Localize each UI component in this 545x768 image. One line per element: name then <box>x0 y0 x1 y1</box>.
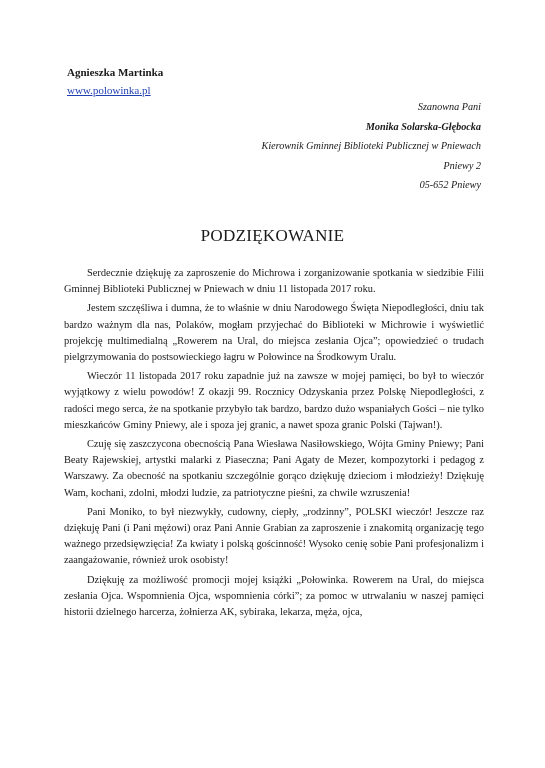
paragraph: Jestem szczęśliwa i dumna, że to właśnie w dniu Narodowego Święta Niepodległości, dniu tak bardzo ważnym dla nas, Polaków, mogłam przyjechać do Biblioteki w Michrowie i wyświetlić projekcję multimedialną „Rowerem na Ural, do miejsca zesłania Ojca”; opowiedzieć o trudach pielgrzymowania do postsowieckiego łagru w Połowince na Środkowym Uralu. <box>64 303 484 364</box>
paragraph: Pani Moniko, to był niezwykły, cudowny, ciepły, „rodzinny”, POLSKI wieczór! Jeszcze raz dziękuję Pani (i Pani mężowi) oraz Pani Annie Grabian za zaproszenie i znakomitą organizację tego ważnego przedsięwzięcia! Za kwiaty i polską gościnność! Wysoko cenię sobie Pani profesjonalizm i zaangażowanie, również urok osobisty! <box>64 506 484 567</box>
sender-name: Agnieszka Martinka <box>67 67 164 79</box>
letter-body <box>64 266 484 624</box>
paragraph: Serdecznie dziękuję za zaproszenie do Michrowa i zorganizowanie spotkania w siedzibie Filii Gminnej Biblioteki Publicznej w Pniewach w dniu 11 listopada 2017 roku. <box>64 268 484 296</box>
sender-website-link[interactable]: www.polowinka.pl <box>67 85 151 97</box>
letter-title: PODZIĘKOWANIE <box>200 226 345 245</box>
recipient-address <box>262 98 481 196</box>
recipient-position: Kierownik Gminnej Biblioteki Publicznej w Pniewach <box>261 141 481 152</box>
sender-block <box>67 64 163 100</box>
recipient-name: Monika Solarska-Głębocka <box>365 121 481 133</box>
recipient-salutation: Szanowna Pani <box>417 102 481 113</box>
recipient-city: 05-652 Pniewy <box>419 180 481 191</box>
paragraph: Wieczór 11 listopada 2017 roku zapadnie już na zawsze w mojej pamięci, bo był to wieczór wyjątkowy z wielu powodów! Z okazji 99. Rocznicy Odzyskania przez Polskę Niepodległości, z radości mego serca, że na spotkanie przybyło tak bardzo, bardzo dużo wspaniałych Gości – nie tylko mieszkańców Gminy Pniewy, ale i spoza jej granic, a nawet spoza granic Polski (Tajwan!). <box>64 371 484 431</box>
recipient-street: Pniewy 2 <box>443 160 481 172</box>
paragraph: Dziękuję za możliwość promocji mojej książki „Połowinka. Rowerem na Ural, do miejsca zesłania Ojca. Wspomnienia Ojca, wspomnienia córki”; za pomoc w utrwalaniu w naszej pamięci historii dzielnego harcerza, żołnierza AK, sybiraka, lekarza, męża, ojca, <box>64 574 484 619</box>
paragraph: Czuję się zaszczycona obecnością Pana Wiesława Nasiłowskiego, Wójta Gminy Pniewy; Pani Beaty Rajewskiej, artystki malarki z Piaseczna; Pani Agaty de Mezer, kompozytorki i pedagog z Warszawy. Za obecność na spotkaniu szczególnie gorąco dziękuję dzieciom i młodzieży! Dziękuję Wam, kochani, zdolni, młodzi ludzie, za patriotyczne pieśni, za chwile wzruszenia! <box>64 439 484 499</box>
